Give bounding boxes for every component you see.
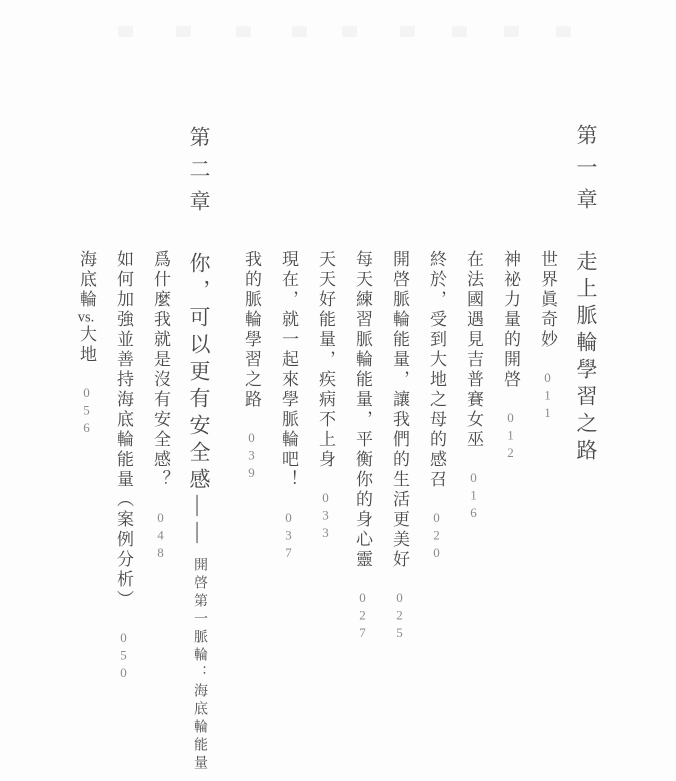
page-bleed-artifact [236,26,251,37]
page-bleed-artifact [118,26,133,37]
toc-entry [307,250,344,778]
toc-entry [344,250,381,778]
toc-entry-page-number: 056 [79,385,94,438]
toc-entry [529,250,566,778]
toc-entry-page-number: 048 [153,510,168,563]
toc-entry-title-latin: vs. [77,310,95,325]
toc-entry-page-number: 016 [466,470,481,523]
chapter-2-number: 第二章 [187,126,211,222]
toc-entry-title: 終於，受到大地之母的感召 [427,250,446,490]
table-of-contents [67,118,606,778]
toc-entry [270,250,307,778]
page-bleed-artifact [556,26,571,37]
toc-entry-page-number: 025 [392,590,407,643]
toc-entry [418,250,455,778]
toc-entry-page-number: 012 [503,410,518,463]
toc-entry-title: 如何加強並善持海底輪能量（案例分析） [114,250,133,610]
toc-entry-title: 現在，就一起來學脈輪吧！ [279,250,298,490]
chapter-2-subtitle: 開啓第一脈輪：海底輪能量 [192,557,207,773]
toc-entry-title: 開啓脈輪能量，讓我們的生活更美好 [390,250,409,570]
chapter-2-section [67,118,219,778]
toc-entry-title: 神祕力量的開啓 [501,250,520,390]
toc-entry-title: 每天練習脈輪能量，平衡你的身心靈 [353,250,372,570]
toc-entry-title: 天天好能量，疾病不上身 [316,250,335,470]
chapter-2-entries [67,118,179,778]
page-bleed-artifact [400,26,415,37]
toc-entry [233,250,270,778]
toc-entry-page-number: 033 [318,490,333,543]
toc-entry-page-number: 027 [355,590,370,643]
toc-entry-title: 我的脈輪學習之路 [242,250,261,410]
toc-entry-page-number: 020 [429,510,444,563]
chapter-1-heading [566,118,606,778]
toc-entry [142,250,179,778]
toc-entry-title: 世界眞奇妙 [538,250,557,350]
page-bleed-artifact [504,26,519,37]
toc-entry-title-cjk: 大地 [77,325,96,365]
page-bleed-artifact [342,26,357,37]
toc-entry-page-number: 037 [281,510,296,563]
chapter-1-section [233,118,606,778]
toc-entry-title-cjk: 海底輪 [77,250,96,310]
toc-entry [492,250,529,778]
chapter-2-title: 你，可以更有安全感—— [187,252,211,549]
toc-entry-title: 在法國遇見吉普賽女巫 [464,250,483,450]
chapter-1-entries [233,118,566,778]
toc-entry-page-number: 011 [540,370,555,423]
chapter-1-title: 走上脈輪學習之路 [574,250,598,466]
page-bleed-artifact [176,26,191,37]
chapter-1-number: 第一章 [574,124,598,220]
chapter-2-heading [179,118,219,778]
toc-entry [381,250,418,778]
toc-entry-title: 爲什麼我就是沒有安全感？ [151,250,170,490]
toc-entry [455,250,492,778]
toc-entry-title [77,250,96,365]
page-bleed-artifact [452,26,467,37]
toc-entry [105,250,142,778]
toc-entry [67,250,105,778]
page-bleed-artifact [292,26,307,37]
toc-entry-page-number: 039 [244,430,259,483]
toc-entry-page-number: 050 [116,630,131,683]
